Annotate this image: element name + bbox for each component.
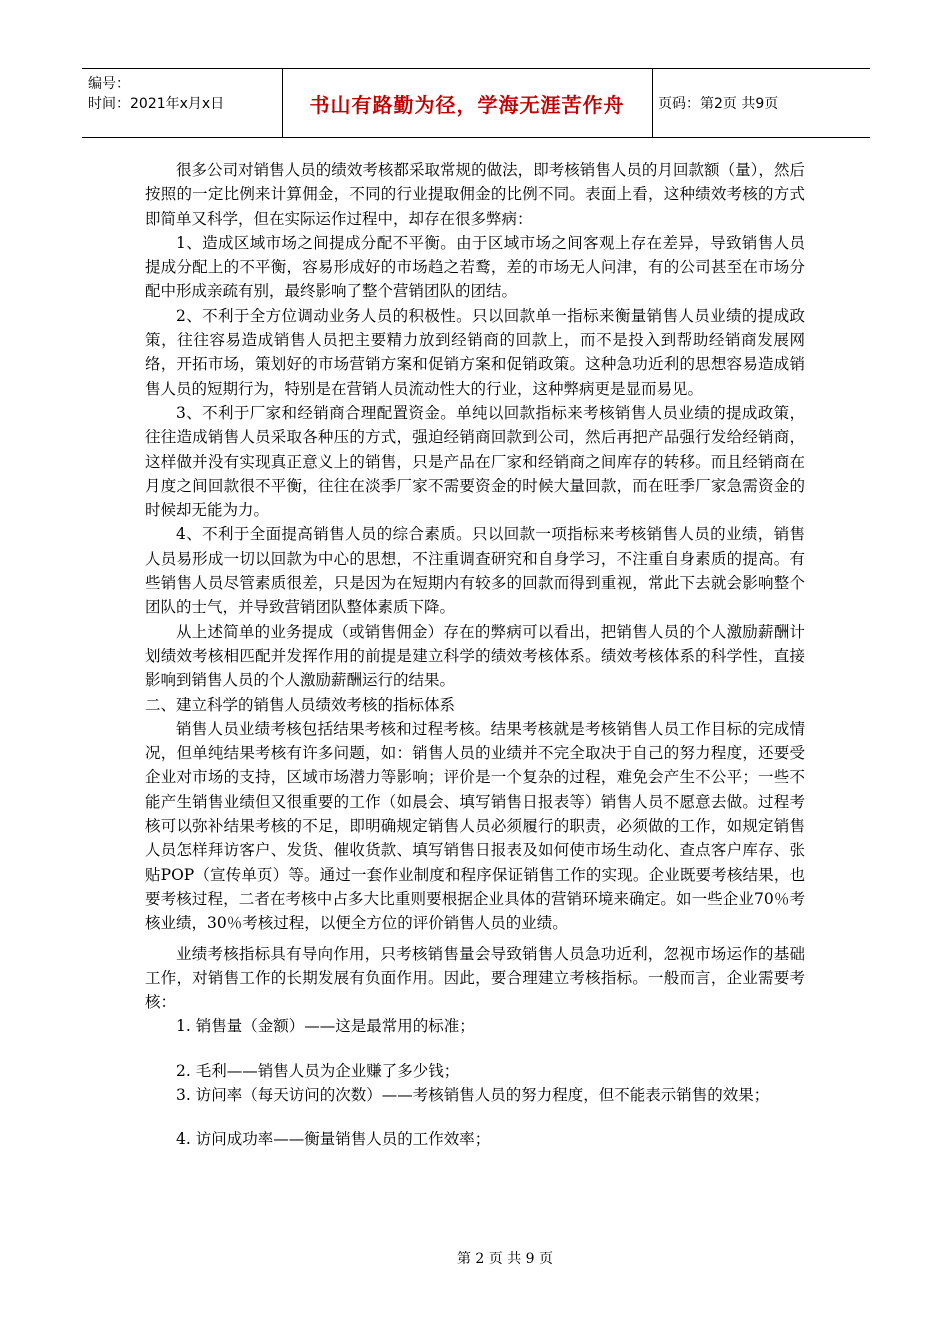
header-page-info: 页码：第2页 共9页 bbox=[658, 96, 779, 112]
document-date-label: 时间：2021年x月x日 bbox=[88, 96, 225, 112]
document-number-label: 编号： bbox=[88, 76, 130, 92]
list-item-4: 4. 访问成功率——衡量销售人员的工作效率； bbox=[176, 1130, 491, 1149]
paragraph-conclusion: 从上述简单的业务提成（或销售佣金）存在的弊病可以看出，把销售人员的个人激励薪酬计划绩效考核相匹配并发挥作用的前提是建立科学的绩效考核体系。绩效考核体系的科学性，直接影响到销售人员的个人激励薪酬运行的结果。 bbox=[145, 622, 805, 690]
document-body bbox=[145, 158, 805, 1152]
header-motto-cell bbox=[282, 69, 653, 137]
list-item-3: 3. 访问率（每天访问的次数）——考核销售人员的努力程度，但不能表示销售的效果； bbox=[176, 1085, 770, 1104]
paragraph-intro: 很多公司对销售人员的绩效考核都采取常规的做法，即考核销售人员的月回款额（量），然后按照的一定比例来计算佣金，不同的行业提取佣金的比例不同。表面上看，这种绩效考核的方式即简单又科学，但在实际运作过程中，却存在很多弊病： bbox=[145, 161, 805, 228]
page-header bbox=[82, 68, 870, 138]
page-footer bbox=[0, 1248, 950, 1268]
list-item-2: 2. 毛利——销售人员为企业赚了多少钱； bbox=[176, 1061, 460, 1080]
header-motto: 书山有路勤为径，学海无涯苦作舟 bbox=[309, 93, 625, 117]
list-item-1: 1. 销售量（金额）——这是最常用的标准； bbox=[176, 1017, 475, 1036]
paragraph-point-1: 1、造成区域市场之间提成分配不平衡。由于区域市场之间客观上存在差异，导致销售人员提成分配上的不平衡，容易形成好的市场趋之若鹜，差的市场无人问津，有的公司甚至在市场分配中形成亲疏有别，最终影响了整个营销团队的团结。 bbox=[145, 233, 805, 301]
footer-page-number: 第 2 页 共 9 页 bbox=[456, 1251, 554, 1267]
paragraph-point-2: 2、不利于全方位调动业务人员的积极性。只以回款单一指标来衡量销售人员业绩的提成政策，往往容易造成销售人员把主要精力放到经销商的回款上，而不是投入到帮助经销商发展网络，开拓市场，策划好的市场营销方案和促销方案和促销政策。这种急功近利的思想容易造成销售人员的短期行为，特别是在营销人员流动性大的行业，这种弊病更是显而易见。 bbox=[145, 306, 805, 398]
paragraph-point-4: 4、不利于全面提高销售人员的综合素质。只以回款一项指标来考核销售人员的业绩，销售人员易形成一切以回款为中心的思想，不注重调查研究和自身学习，不注重自身素质的提高。有些销售人员尽管素质很差，只是因为在短期内有较多的回款而得到重视，常此下去就会影响整个团队的士气，并导致营销团队整体素质下降。 bbox=[145, 525, 805, 617]
paragraph-point-3: 3、不利于厂家和经销商合理配置资金。单纯以回款指标来考核销售人员业绩的提成政策，往往造成销售人员采取各种压的方式，强迫经销商回款到公司，然后再把产品强行发给经销商，这样做并没有实现真正意义上的销售，只是产品在厂家和经销商之间库存的转移。而且经销商在月度之间回款很不平衡，往往在淡季厂家不需要资金的时候大量回款，而在旺季厂家急需资金的时候却无能为力。 bbox=[145, 403, 805, 520]
paragraph-performance: 销售人员业绩考核包括结果考核和过程考核。结果考核就是考核销售人员工作目标的完成情况，但单纯结果考核有许多问题，如：销售人员的业绩并不完全取决于自己的努力程度，还要受企业对市场的支持，区域市场潜力等影响；评价是一个复杂的过程，难免会产生不公平；一些不能产生销售业绩但又很重要的工作（如晨会、填写销售日报表等）销售人员不愿意去做。过程考核可以弥补结果考核的不足，即明确规定销售人员必须履行的职责，必须做的工作，如规定销售人员怎样拜访客户、发货、催收货款、填写销售日报表及如何使市场生动化、查点客户库存、张贴POP（宣传单页）等。通过一套作业制度和程序保证销售工作的实现。企业既要考核结果，也要考核过程，二者在考核中占多大比重则要根据企业具体的营销环境来确定。如一些企业70％考核业绩，30％考核过程，以便全方位的评价销售人员的业绩。 bbox=[145, 719, 805, 933]
section-heading: 二、建立科学的销售人员绩效考核的指标体系 bbox=[145, 695, 456, 714]
header-meta-cell bbox=[82, 69, 283, 137]
paragraph-indicators: 业绩考核指标具有导向作用，只考核销售量会导致销售人员急功近利，忽视市场运作的基础工作，对销售工作的长期发展有负面作用。因此，要合理建立考核指标。一般而言，企业需要考核： bbox=[145, 944, 805, 1012]
header-page-cell bbox=[652, 69, 870, 137]
